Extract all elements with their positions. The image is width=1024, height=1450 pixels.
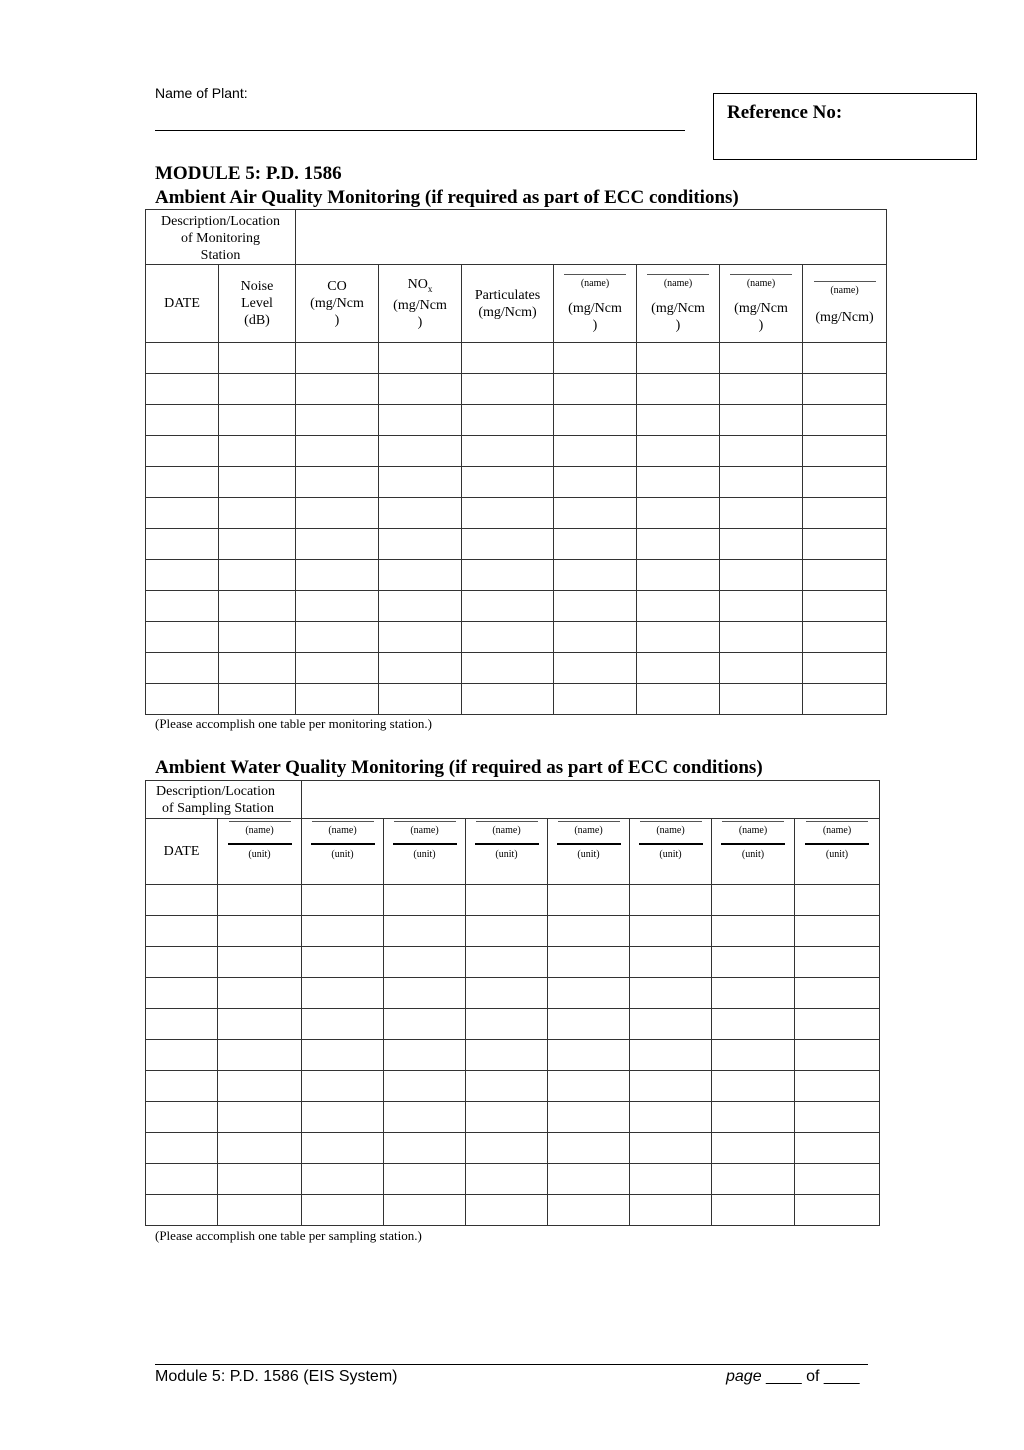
module-title: MODULE 5: P.D. 1586 <box>155 163 342 184</box>
air-data-cell[interactable] <box>296 529 379 560</box>
water-data-row <box>146 1164 880 1195</box>
water-col-custom-7[interactable]: (name) (unit) <box>712 819 795 885</box>
water-col-date: DATE <box>146 819 218 885</box>
air-data-cell[interactable] <box>803 436 887 467</box>
water-data-cell[interactable] <box>302 1133 384 1164</box>
water-data-cell[interactable] <box>548 1040 630 1071</box>
water-data-cell[interactable] <box>630 1040 712 1071</box>
water-data-row <box>146 1040 880 1071</box>
air-data-cell[interactable] <box>637 622 720 653</box>
reference-label: Reference No: <box>727 102 843 123</box>
air-data-cell[interactable] <box>637 374 720 405</box>
air-data-cell[interactable] <box>462 374 554 405</box>
water-data-cell[interactable] <box>630 1102 712 1133</box>
water-station-input[interactable] <box>302 781 880 819</box>
water-data-cell[interactable] <box>218 947 302 978</box>
air-data-cell[interactable] <box>554 684 637 715</box>
air-data-cell[interactable] <box>803 591 887 622</box>
air-data-cell[interactable] <box>146 436 219 467</box>
water-data-cell[interactable] <box>795 1009 880 1040</box>
water-data-cell[interactable] <box>712 1071 795 1102</box>
air-data-cell[interactable] <box>720 591 803 622</box>
water-data-cell[interactable] <box>795 1164 880 1195</box>
air-data-row <box>146 374 887 405</box>
air-data-cell[interactable] <box>219 374 296 405</box>
air-data-cell[interactable] <box>296 560 379 591</box>
water-data-cell[interactable] <box>218 1071 302 1102</box>
water-data-cell[interactable] <box>302 1040 384 1071</box>
air-col-custom-2[interactable]: (name) (mg/Ncm ) <box>637 265 720 343</box>
plant-name-line[interactable] <box>155 130 685 131</box>
water-data-cell[interactable] <box>466 1040 548 1071</box>
air-data-cell[interactable] <box>720 529 803 560</box>
water-data-cell[interactable] <box>384 885 466 916</box>
water-data-cell[interactable] <box>384 1164 466 1195</box>
water-col-custom-6[interactable]: (name) (unit) <box>630 819 712 885</box>
air-data-cell[interactable] <box>296 405 379 436</box>
water-data-cell[interactable] <box>302 1071 384 1102</box>
water-data-cell[interactable] <box>466 885 548 916</box>
water-data-cell[interactable] <box>384 947 466 978</box>
air-data-cell[interactable] <box>803 467 887 498</box>
air-data-cell[interactable] <box>720 622 803 653</box>
water-data-cell[interactable] <box>548 978 630 1009</box>
water-data-cell[interactable] <box>218 978 302 1009</box>
air-data-cell[interactable] <box>296 591 379 622</box>
water-data-cell[interactable] <box>630 1164 712 1195</box>
air-data-cell[interactable] <box>146 560 219 591</box>
air-data-cell[interactable] <box>379 591 462 622</box>
air-data-cell[interactable] <box>146 498 219 529</box>
air-data-cell[interactable] <box>219 405 296 436</box>
air-data-cell[interactable] <box>637 498 720 529</box>
water-data-cell[interactable] <box>795 1102 880 1133</box>
air-data-row <box>146 405 887 436</box>
water-data-cell[interactable] <box>146 916 218 947</box>
air-data-cell[interactable] <box>803 684 887 715</box>
air-data-cell[interactable] <box>296 653 379 684</box>
air-data-cell[interactable] <box>462 653 554 684</box>
air-data-cell[interactable] <box>554 591 637 622</box>
water-data-cell[interactable] <box>630 1133 712 1164</box>
air-data-cell[interactable] <box>219 467 296 498</box>
air-data-cell[interactable] <box>462 405 554 436</box>
water-data-cell[interactable] <box>466 1071 548 1102</box>
air-col-noise: Noise Level (dB) <box>219 265 296 343</box>
air-data-cell[interactable] <box>720 560 803 591</box>
water-data-cell[interactable] <box>146 1071 218 1102</box>
air-data-cell[interactable] <box>462 436 554 467</box>
water-data-cell[interactable] <box>795 885 880 916</box>
water-data-cell[interactable] <box>630 916 712 947</box>
air-col-co: CO (mg/Ncm ) <box>296 265 379 343</box>
air-data-cell[interactable] <box>720 436 803 467</box>
water-data-cell[interactable] <box>795 1071 880 1102</box>
water-section-title: Ambient Water Quality Monitoring (if required as part of ECC conditions) <box>155 757 763 778</box>
air-data-cell[interactable] <box>637 436 720 467</box>
water-data-cell[interactable] <box>218 1164 302 1195</box>
water-data-cell[interactable] <box>384 1071 466 1102</box>
water-data-row <box>146 947 880 978</box>
water-data-cell[interactable] <box>795 978 880 1009</box>
water-col-custom-4[interactable]: (name) (unit) <box>466 819 548 885</box>
water-data-cell[interactable] <box>630 1071 712 1102</box>
air-data-cell[interactable] <box>554 405 637 436</box>
water-data-cell[interactable] <box>302 978 384 1009</box>
footer-module-label: Module 5: P.D. 1586 (EIS System) <box>155 1368 398 1385</box>
air-col-particulates: Particulates (mg/Ncm) <box>462 265 554 343</box>
water-data-cell[interactable] <box>795 1133 880 1164</box>
air-data-cell[interactable] <box>296 467 379 498</box>
air-data-row <box>146 467 887 498</box>
water-data-cell[interactable] <box>712 885 795 916</box>
water-col-custom-8[interactable]: (name) (unit) <box>795 819 880 885</box>
water-data-cell[interactable] <box>466 1133 548 1164</box>
air-data-cell[interactable] <box>637 591 720 622</box>
water-data-cell[interactable] <box>384 1133 466 1164</box>
water-data-cell[interactable] <box>146 1009 218 1040</box>
water-data-cell[interactable] <box>384 1102 466 1133</box>
air-data-row <box>146 498 887 529</box>
air-data-cell[interactable] <box>379 622 462 653</box>
air-data-row <box>146 529 887 560</box>
water-data-cell[interactable] <box>146 885 218 916</box>
water-data-cell[interactable] <box>302 1164 384 1195</box>
footer-page-number: page ____ of ____ <box>726 1368 860 1385</box>
air-data-cell[interactable] <box>146 467 219 498</box>
air-data-cell[interactable] <box>296 343 379 374</box>
air-data-row <box>146 343 887 374</box>
water-data-cell[interactable] <box>712 978 795 1009</box>
water-data-cell[interactable] <box>466 916 548 947</box>
water-data-cell[interactable] <box>302 1195 384 1226</box>
air-data-cell[interactable] <box>379 653 462 684</box>
air-data-cell[interactable] <box>296 622 379 653</box>
air-data-cell[interactable] <box>379 374 462 405</box>
water-data-row <box>146 1009 880 1040</box>
water-data-cell[interactable] <box>548 1133 630 1164</box>
air-data-cell[interactable] <box>146 529 219 560</box>
water-data-cell[interactable] <box>712 1102 795 1133</box>
air-data-cell[interactable] <box>720 653 803 684</box>
water-data-cell[interactable] <box>146 978 218 1009</box>
water-data-row <box>146 916 880 947</box>
air-data-cell[interactable] <box>146 591 219 622</box>
water-data-row <box>146 1133 880 1164</box>
water-data-cell[interactable] <box>146 947 218 978</box>
air-data-cell[interactable] <box>637 343 720 374</box>
water-data-cell[interactable] <box>548 1009 630 1040</box>
air-data-cell[interactable] <box>219 498 296 529</box>
air-section-title: Ambient Air Quality Monitoring (if required as part of ECC conditions) <box>155 187 739 208</box>
water-data-cell[interactable] <box>146 1133 218 1164</box>
air-data-cell[interactable] <box>462 343 554 374</box>
air-data-cell[interactable] <box>379 343 462 374</box>
air-data-cell[interactable] <box>296 436 379 467</box>
air-data-row <box>146 622 887 653</box>
air-data-cell[interactable] <box>803 529 887 560</box>
air-data-cell[interactable] <box>554 436 637 467</box>
air-data-cell[interactable] <box>462 622 554 653</box>
air-data-cell[interactable] <box>803 498 887 529</box>
air-col-custom-4[interactable]: (name) (mg/Ncm) <box>803 265 887 343</box>
water-station-label: Description/Location of Sampling Station <box>146 781 302 819</box>
water-data-cell[interactable] <box>795 1195 880 1226</box>
air-data-cell[interactable] <box>803 622 887 653</box>
air-col-custom-3[interactable]: (name) (mg/Ncm ) <box>720 265 803 343</box>
air-data-cell[interactable] <box>219 560 296 591</box>
air-data-cell[interactable] <box>146 343 219 374</box>
air-data-cell[interactable] <box>720 684 803 715</box>
air-data-cell[interactable] <box>379 560 462 591</box>
water-data-cell[interactable] <box>302 885 384 916</box>
water-data-cell[interactable] <box>712 1040 795 1071</box>
water-data-cell[interactable] <box>795 947 880 978</box>
water-data-cell[interactable] <box>548 1164 630 1195</box>
air-data-cell[interactable] <box>379 529 462 560</box>
air-data-cell[interactable] <box>296 498 379 529</box>
air-data-cell[interactable] <box>554 498 637 529</box>
air-station-input[interactable] <box>296 210 887 265</box>
air-data-cell[interactable] <box>637 560 720 591</box>
air-data-cell[interactable] <box>379 405 462 436</box>
air-data-cell[interactable] <box>146 653 219 684</box>
air-data-cell[interactable] <box>379 467 462 498</box>
water-data-cell[interactable] <box>146 1195 218 1226</box>
air-data-row <box>146 560 887 591</box>
water-data-cell[interactable] <box>218 916 302 947</box>
air-data-cell[interactable] <box>146 374 219 405</box>
water-data-row <box>146 885 880 916</box>
air-data-row <box>146 436 887 467</box>
air-data-row <box>146 684 887 715</box>
water-data-cell[interactable] <box>630 1195 712 1226</box>
air-data-cell[interactable] <box>803 374 887 405</box>
air-data-cell[interactable] <box>803 405 887 436</box>
water-data-cell[interactable] <box>712 1195 795 1226</box>
water-data-cell[interactable] <box>712 1133 795 1164</box>
water-data-cell[interactable] <box>218 1102 302 1133</box>
water-data-row <box>146 1195 880 1226</box>
water-data-row <box>146 1102 880 1133</box>
air-col-nox: $NO_x$ (mg/Ncm ) <box>379 265 462 343</box>
water-data-cell[interactable] <box>712 1164 795 1195</box>
air-col-custom-1[interactable]: (name) (mg/Ncm ) <box>554 265 637 343</box>
water-data-cell[interactable] <box>218 1133 302 1164</box>
air-data-cell[interactable] <box>379 684 462 715</box>
air-data-cell[interactable] <box>219 684 296 715</box>
water-data-cell[interactable] <box>712 916 795 947</box>
air-data-cell[interactable] <box>554 343 637 374</box>
air-data-cell[interactable] <box>219 529 296 560</box>
water-data-cell[interactable] <box>630 1009 712 1040</box>
air-data-cell[interactable] <box>554 467 637 498</box>
air-data-cell[interactable] <box>637 684 720 715</box>
water-data-cell[interactable] <box>548 1195 630 1226</box>
air-data-cell[interactable] <box>219 343 296 374</box>
water-data-cell[interactable] <box>302 1102 384 1133</box>
water-data-cell[interactable] <box>302 916 384 947</box>
air-data-cell[interactable] <box>219 622 296 653</box>
water-data-cell[interactable] <box>548 1071 630 1102</box>
water-data-cell[interactable] <box>795 916 880 947</box>
air-data-row <box>146 591 887 622</box>
air-data-cell[interactable] <box>219 591 296 622</box>
footer-divider <box>155 1364 868 1365</box>
air-data-row <box>146 653 887 684</box>
water-data-cell[interactable] <box>384 1009 466 1040</box>
air-data-cell[interactable] <box>637 467 720 498</box>
water-quality-table <box>145 780 880 1226</box>
air-data-cell[interactable] <box>296 374 379 405</box>
air-data-cell[interactable] <box>554 374 637 405</box>
water-data-cell[interactable] <box>466 947 548 978</box>
water-data-cell[interactable] <box>712 1009 795 1040</box>
air-data-cell[interactable] <box>554 560 637 591</box>
water-data-cell[interactable] <box>795 1040 880 1071</box>
water-data-cell[interactable] <box>384 978 466 1009</box>
water-data-cell[interactable] <box>466 1102 548 1133</box>
water-data-cell[interactable] <box>384 1040 466 1071</box>
water-data-cell[interactable] <box>218 1009 302 1040</box>
water-data-cell[interactable] <box>384 916 466 947</box>
water-data-cell[interactable] <box>384 1195 466 1226</box>
water-data-cell[interactable] <box>712 947 795 978</box>
air-quality-table <box>145 209 887 715</box>
air-data-cell[interactable] <box>146 622 219 653</box>
air-data-cell[interactable] <box>462 684 554 715</box>
air-data-cell[interactable] <box>462 560 554 591</box>
air-data-cell[interactable] <box>720 343 803 374</box>
air-data-cell[interactable] <box>296 684 379 715</box>
water-note: (Please accomplish one table per sampling station.) <box>155 1228 422 1243</box>
air-data-cell[interactable] <box>219 436 296 467</box>
water-data-cell[interactable] <box>302 947 384 978</box>
water-header-row <box>146 819 880 885</box>
air-data-cell[interactable] <box>146 405 219 436</box>
air-data-cell[interactable] <box>720 498 803 529</box>
air-col-date: DATE <box>146 265 219 343</box>
air-data-cell[interactable] <box>637 405 720 436</box>
air-data-cell[interactable] <box>637 529 720 560</box>
water-data-cell[interactable] <box>218 1195 302 1226</box>
water-col-custom-5[interactable]: (name) (unit) <box>548 819 630 885</box>
water-col-custom-3[interactable]: (name) (unit) <box>384 819 466 885</box>
water-data-cell[interactable] <box>466 1195 548 1226</box>
water-data-cell[interactable] <box>548 916 630 947</box>
air-data-cell[interactable] <box>720 405 803 436</box>
reference-box[interactable] <box>713 93 977 160</box>
air-data-cell[interactable] <box>462 529 554 560</box>
water-data-cell[interactable] <box>218 885 302 916</box>
air-data-cell[interactable] <box>462 498 554 529</box>
air-data-cell[interactable] <box>720 467 803 498</box>
air-data-cell[interactable] <box>379 498 462 529</box>
air-data-cell[interactable] <box>554 653 637 684</box>
air-header-row <box>146 265 887 343</box>
water-data-cell[interactable] <box>548 947 630 978</box>
water-data-cell[interactable] <box>466 1164 548 1195</box>
air-data-cell[interactable] <box>462 591 554 622</box>
plant-name-label: Name of Plant: <box>155 85 248 101</box>
water-data-row <box>146 1071 880 1102</box>
air-data-cell[interactable] <box>379 436 462 467</box>
air-data-cell[interactable] <box>462 467 554 498</box>
water-col-custom-1[interactable]: (name) (unit) <box>218 819 302 885</box>
water-data-cell[interactable] <box>630 947 712 978</box>
air-data-cell[interactable] <box>554 529 637 560</box>
air-note: (Please accomplish one table per monitoring station.) <box>155 716 432 731</box>
air-data-cell[interactable] <box>803 343 887 374</box>
water-data-cell[interactable] <box>302 1009 384 1040</box>
air-data-cell[interactable] <box>146 684 219 715</box>
air-data-cell[interactable] <box>803 653 887 684</box>
water-data-cell[interactable] <box>630 978 712 1009</box>
air-station-label: Description/Location of Monitoring Station <box>146 210 296 265</box>
water-data-cell[interactable] <box>218 1040 302 1071</box>
water-data-cell[interactable] <box>466 1009 548 1040</box>
water-data-cell[interactable] <box>466 978 548 1009</box>
water-data-cell[interactable] <box>548 1102 630 1133</box>
water-data-row <box>146 978 880 1009</box>
water-data-cell[interactable] <box>548 885 630 916</box>
air-data-cell[interactable] <box>720 374 803 405</box>
air-data-cell[interactable] <box>554 622 637 653</box>
air-data-cell[interactable] <box>803 560 887 591</box>
water-data-cell[interactable] <box>146 1040 218 1071</box>
air-data-cell[interactable] <box>219 653 296 684</box>
air-data-cell[interactable] <box>637 653 720 684</box>
water-col-custom-2[interactable]: (name) (unit) <box>302 819 384 885</box>
water-data-cell[interactable] <box>630 885 712 916</box>
water-data-cell[interactable] <box>146 1102 218 1133</box>
water-data-cell[interactable] <box>146 1164 218 1195</box>
